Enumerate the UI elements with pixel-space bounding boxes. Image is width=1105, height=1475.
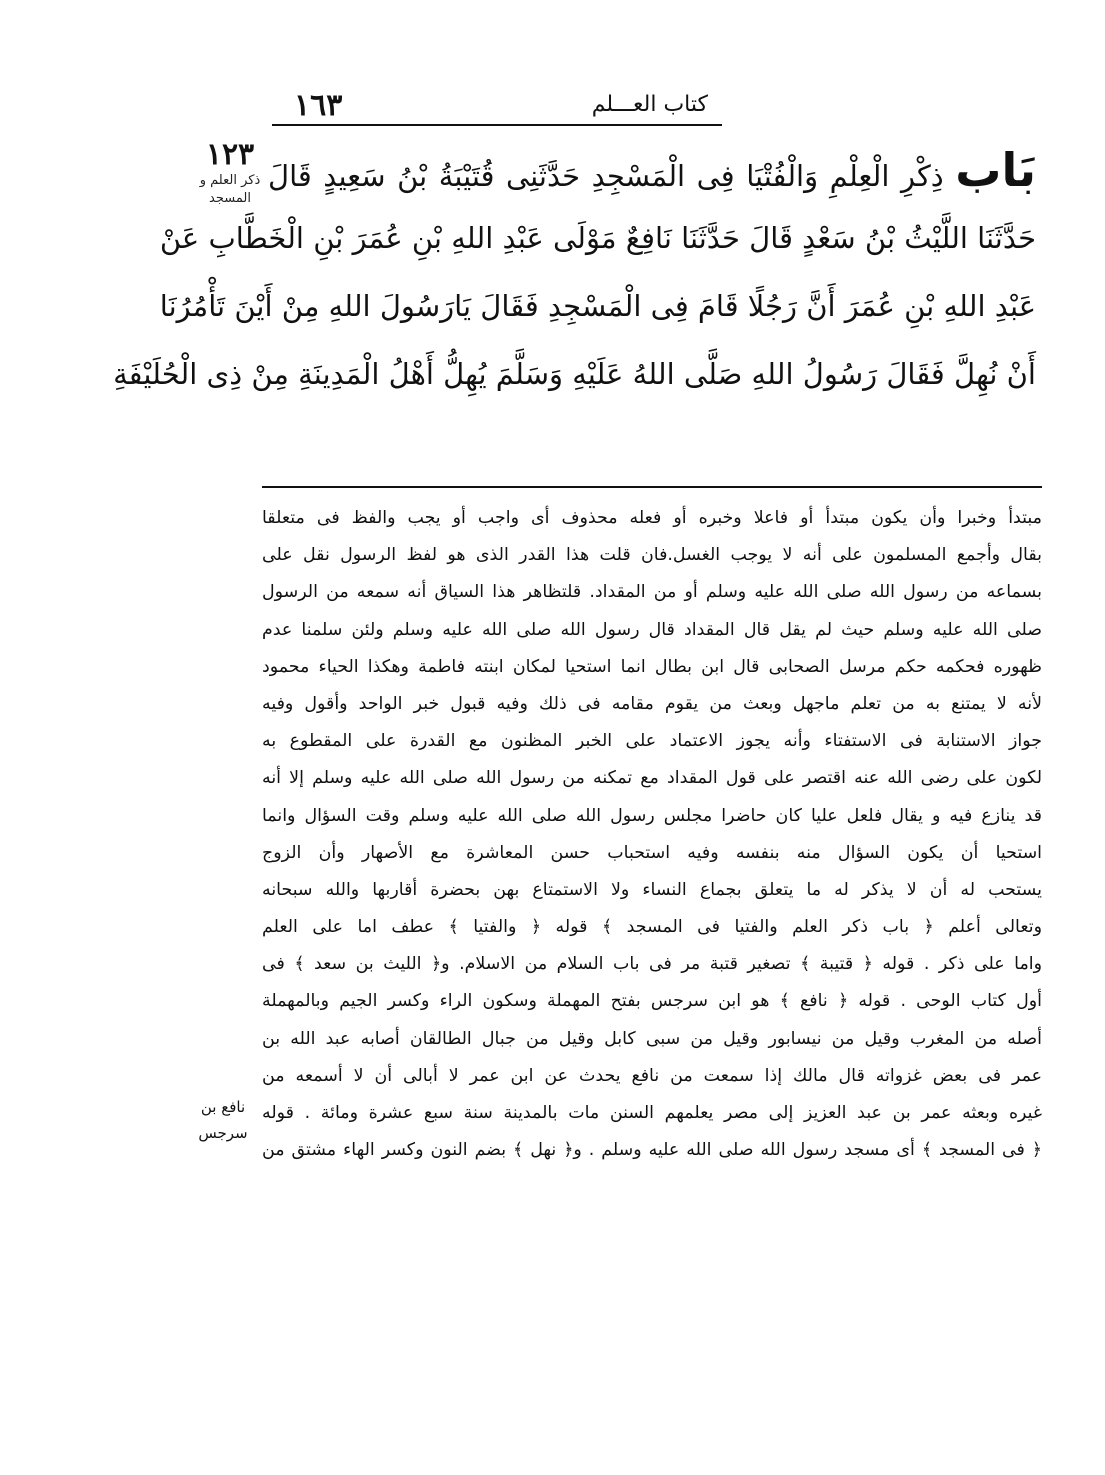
hadith-line xyxy=(268,136,1036,204)
hadith-line: عَبْدِ اللهِ بْنِ عُمَرَ أَنَّ رَجُلًا قَامَ فِى الْمَسْجِدِ فَقَالَ يَارَسُولَ اللهِ مِنْ أَيْنَ تَأْمُرُنَا xyxy=(159,289,1036,323)
commentary-line: لأنه لا يمتنع به من تعلم ماجهل وبعث من يقوم مقامه فى ذلك وفيه قبول خبر الواحد وأقول وفيه xyxy=(262,693,1042,714)
commentary-line: وتعالى أعلم ﴿ باب ذكر العلم والفتيا فى المسجد ﴾ قوله ﴿ والفتيا ﴾ عطف اما على العلم xyxy=(262,917,1042,938)
commentary-line: أول كتاب الوحى . قوله ﴿ نافع ﴾ هو ابن سرجس بفتح المهملة وسكون الراء وكسر الجيم وبالمهملة xyxy=(262,991,1042,1012)
commentary-line: واما على ذكر . قوله ﴿ قتيبة ﴾ تصغير قتبة مر فى باب السلام من الاسلام. و﴿ الليث بن سعد ﴾ فى xyxy=(262,954,1042,975)
page-number: ١٦٣ xyxy=(294,88,343,123)
page-header xyxy=(280,88,720,122)
hadith-line-text: ذِكْرِ الْعِلْمِ وَالْفُتْيَا فِى الْمَسْجِدِ حَدَّثَنِى قُتَيْبَةُ بْنُ سَعِيدٍ قَالَ xyxy=(268,159,944,193)
margin-note-top xyxy=(196,138,264,208)
commentary-line: قد ينازع فيه و يقال فلعل عليا كان حاضرا مجلس رسول الله صلى الله عليه وسلم وقت السؤال وانما xyxy=(262,805,1042,826)
commentary-line: يستحب له أن لا يذكر له ما يتعلق بجماع النساء ولا الاستمتاع بهن بحضرة أقاربها والله سبحانه xyxy=(262,879,1042,900)
commentary-line: ظهوره فحكمه حكم مرسل الصحابى قال ابن بطال انما استحيا لمكان ابنته فاطمة وهكذا الحياء محمود xyxy=(262,656,1042,677)
commentary-line: لكون على رضى الله عنه اقتصر على قول المقداد مع تمكنه من رسول الله صلى الله عليه وسلم إلا أنه xyxy=(262,768,1042,789)
commentary-line: بسماعه من رسول الله صلى الله عليه وسلم أو من المقداد. قلتظاهر هذا السياق أنه سمعه من الرسول xyxy=(262,582,1042,603)
commentary-line: جواز الاستنابة فى الاستفتاء وأنه يجوز الاعتماد على الخبر المظنون مع القدرة على المقطوع به xyxy=(262,731,1042,752)
hadith-number: ١٢٣ xyxy=(205,137,255,172)
hadith-line: أَنْ نُهِلَّ فَقَالَ رَسُولُ اللهِ صَلَّى اللهُ عَلَيْهِ وَسَلَّمَ يُهِلُّ أَهْلُ الْمَدِينَةِ مِنْ ذِى الْحُلَيْفَةِ xyxy=(113,357,1036,391)
commentary-line: بقال وأجمع المسلمون على أنه لا يوجب الغسل.فان قلت هذا القدر الذى هو لفظ الرسول نقل على xyxy=(262,545,1042,566)
margin-note-bottom: نافع بن سرجس xyxy=(198,1098,248,1142)
header-divider xyxy=(272,124,722,126)
margin-note-topic: ذكر العلم و المسجد xyxy=(199,173,261,206)
chapter-heading: بَاب xyxy=(955,143,1036,197)
commentary-line: غيره وبعثه عمر بن عبد العزيز إلى مصر يعلمهم السنن مات بالمدينة سنة سبع عشرة ومائة . قوله xyxy=(262,1103,1042,1123)
book-title: كتاب العـــلم xyxy=(591,92,708,117)
commentary-line: استحيا أن يكون السؤال منه بنفسه وفيه استحباب حسن المعاشرة مع الأصهار وأن الزوج xyxy=(262,842,1042,863)
commentary-line: مبتدأ وخبرا وأن يكون مبتدأ أو فاعلا وخبره أو فعله محذوف أى واجب أو يجب والفظ فى متعلقا xyxy=(262,508,1042,528)
commentary-line: ﴿ فى المسجد ﴾ أى مسجد رسول الله صلى الله عليه وسلم . و﴿ نهل ﴾ بضم النون وكسر الهاء مشتق من xyxy=(262,1140,1042,1161)
commentary-line: صلى الله عليه وسلم حيث لم يقل قال المقداد قال رسول الله صلى الله عليه وسلم ولئن سلمنا عدم xyxy=(262,619,1042,640)
hadith-line: حَدَّثَنَا اللَّيْثُ بْنُ سَعْدٍ قَالَ حَدَّثَنَا نَافِعٌ مَوْلَى عَبْدِ اللهِ بْنِ عُمَرَ بْنِ الْخَطَّابِ عَنْ xyxy=(159,221,1036,255)
commentary-divider xyxy=(262,486,1042,488)
commentary-line: أصله من المغرب وقيل من نيسابور وقيل من سبى كابل وقيل من جبال الطالقان أصابه عبد الله بن xyxy=(262,1028,1042,1049)
commentary-text xyxy=(262,500,1042,1169)
commentary-line: عمر فى بعض غزواته قال مالك إذا سمعت من نافع يحدث عن ابن عمر لا أبالى أن لا أسمعه من xyxy=(262,1065,1042,1086)
